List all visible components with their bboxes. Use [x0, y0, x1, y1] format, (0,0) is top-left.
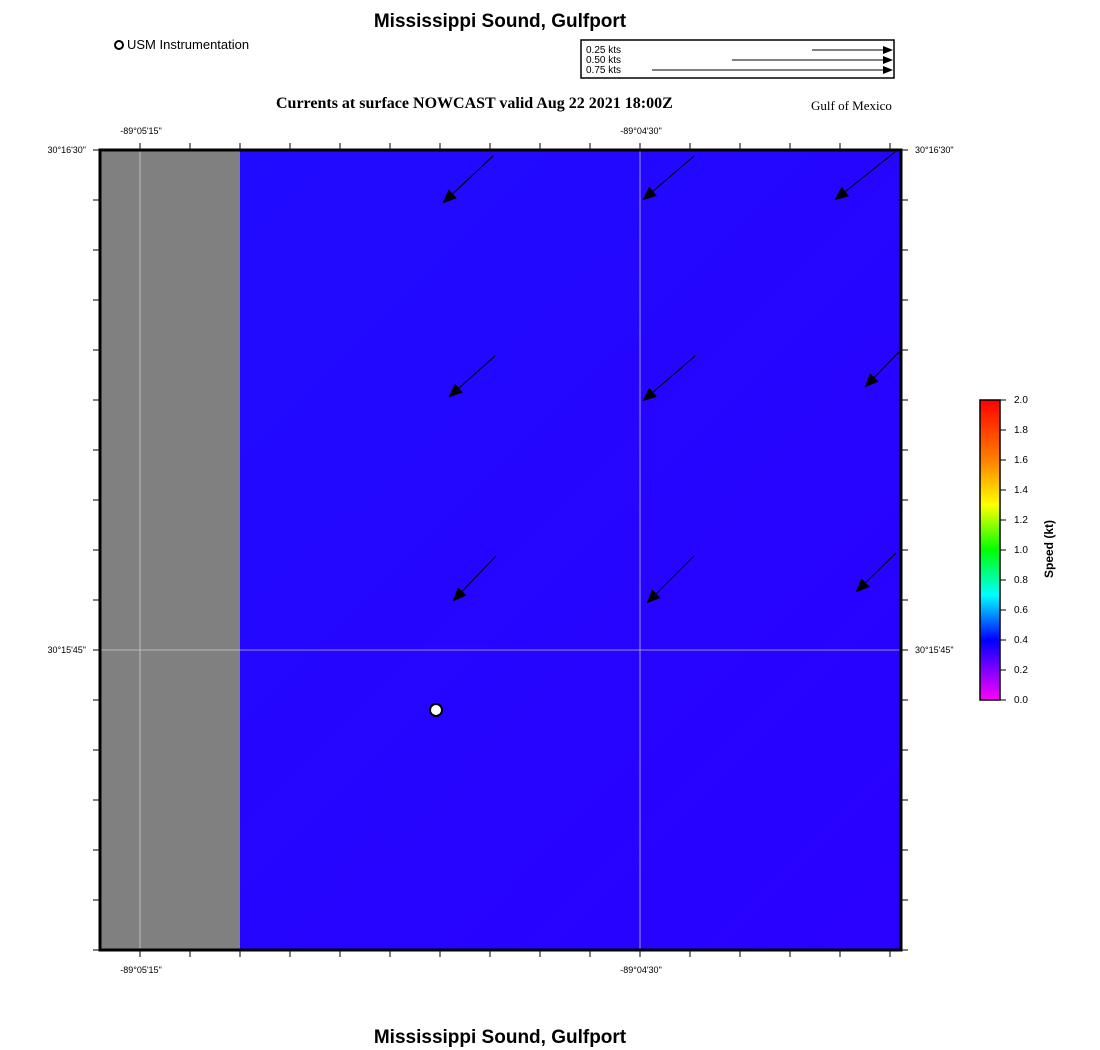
colorbar-tick-label: 1.8 — [1014, 425, 1028, 436]
scale-label: 0.25 kts — [586, 45, 622, 56]
land-area — [100, 150, 240, 950]
scale-label: 0.50 kts — [586, 55, 622, 66]
colorbar — [980, 400, 1000, 700]
colorbar-tick-label: 0.0 — [1014, 695, 1028, 706]
footer-title: Mississippi Sound, Gulfport — [373, 1027, 627, 1048]
colorbar-tick-label: 1.0 — [1014, 545, 1028, 556]
colorbar-tick-label: 1.6 — [1014, 455, 1028, 466]
lat-label-left-2: 30°15'45" — [47, 645, 86, 655]
colorbar-tick-label: 2.0 — [1014, 395, 1028, 406]
colorbar-tick-label: 1.4 — [1014, 485, 1028, 496]
map-subtitle: Currents at surface NOWCAST valid Aug 22 2021 18:00Z — [276, 95, 673, 112]
colorbar-tick-label: 0.6 — [1014, 605, 1028, 616]
lat-label-left-1: 30°16'30" — [47, 145, 86, 155]
colorbar-tick-label: 0.4 — [1014, 635, 1028, 646]
lat-label-right-1: 30°16'30" — [915, 145, 954, 155]
lat-label-right-2: 30°15'45" — [915, 645, 954, 655]
lon-label-top-2: -89°04'30" — [620, 126, 662, 136]
colorbar-tick-label: 1.2 — [1014, 515, 1028, 526]
lon-label-bottom-1: -89°05'15" — [120, 965, 162, 975]
scale-label: 0.75 kts — [586, 65, 622, 76]
region-label: Gulf of Mexico — [811, 98, 892, 113]
lon-label-bottom-2: -89°04'30" — [620, 965, 662, 975]
map-title: Mississippi Sound, Gulfport — [373, 11, 627, 32]
lon-label-top-1: -89°05'15" — [120, 126, 162, 136]
colorbar-ticks — [1000, 395, 1028, 706]
colorbar-tick-label: 0.2 — [1014, 665, 1028, 676]
colorbar-tick-label: 0.8 — [1014, 575, 1028, 586]
colorbar-title: Speed (kt) — [1042, 519, 1056, 578]
station-marker — [430, 704, 442, 716]
station-legend-label: USM Instrumentation — [127, 37, 250, 52]
